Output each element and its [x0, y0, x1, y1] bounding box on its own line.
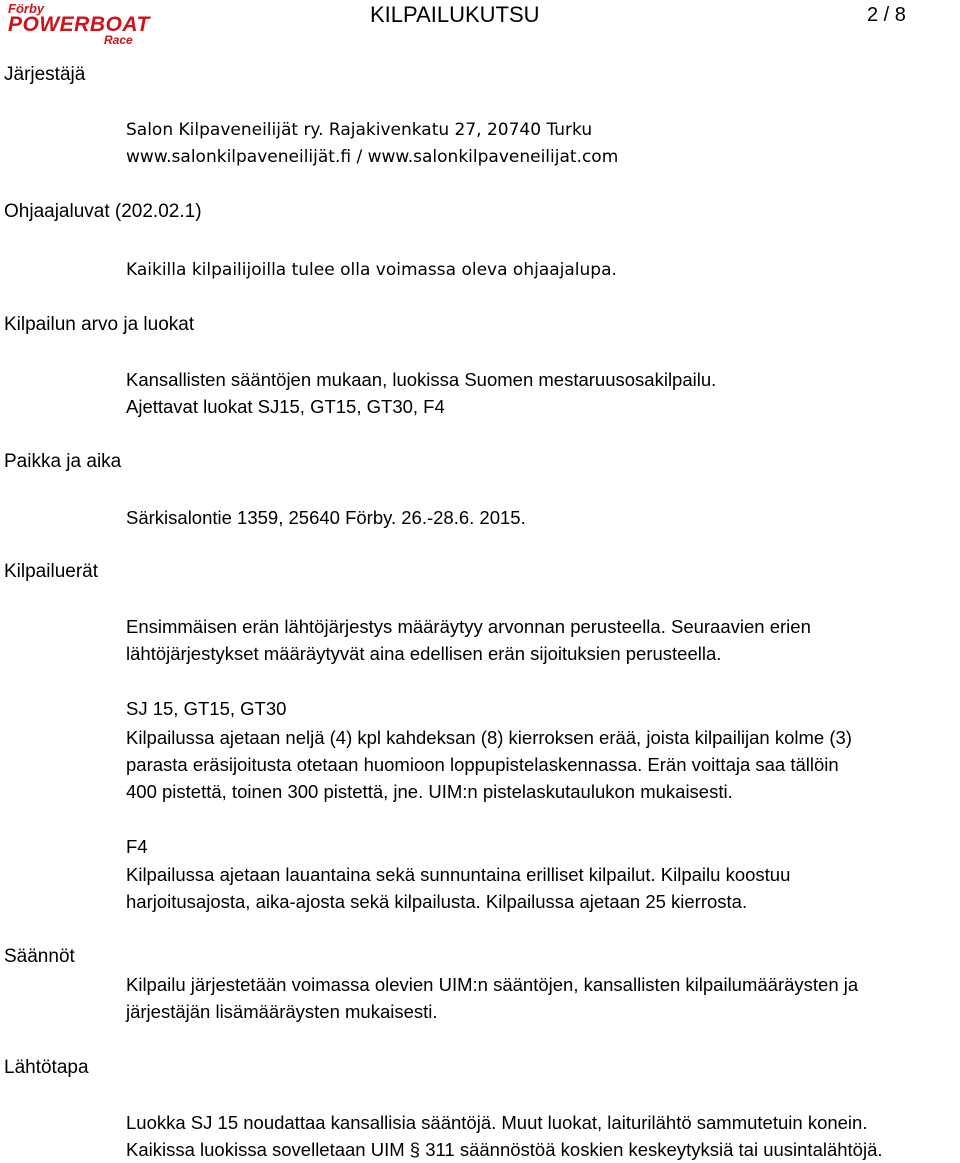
heats-sj-gt-line1: Kilpailussa ajetaan neljä (4) kpl kahdeksan (8) kierroksen erää, joista kilpailijan kolme (3) [126, 727, 852, 748]
section-label-rules: Säännöt [4, 946, 75, 967]
start-method-line2: Kaikissa luokissa sovelletaan UIM § 311 säännöstöä koskien keskeytyksiä tai uusintalähtöjä. [126, 1139, 883, 1160]
rules-text-line2: järjestäjän lisämääräysten mukaisesti. [126, 1001, 438, 1022]
forby-powerboat-race-logo [8, 1, 150, 47]
heats-f4-line2: harjoitusajosta, aika-ajosta sekä kilpailusta. Kilpailussa ajetaan 25 kierrosta. [126, 891, 748, 912]
heats-sj-gt-line2: parasta eräsijoitusta otetaan huomioon loppupistelaskennassa. Erän voittaja saa tällöin [126, 754, 839, 775]
organizer-website: www.salonkilpaveneilijät.fi / www.salonkilpaveneilijat.com [126, 147, 619, 167]
logo-text-race: Race [104, 33, 133, 47]
heats-paragraph1-line1: Ensimmäisen erän lähtöjärjestys määräytyy arvonnan perusteella. Seuraavien erien [126, 616, 811, 637]
section-label-organizer: Järjestäjä [4, 64, 86, 85]
organizer-address: Salon Kilpaveneilijät ry. Rajakivenkatu 27, 20740 Turku [126, 120, 593, 140]
driver-license-text: Kaikilla kilpailijoilla tulee olla voimassa oleva ohjaajalupa. [126, 260, 617, 280]
section-label-heats: Kilpailuerät [4, 561, 98, 582]
section-label-classes: Kilpailun arvo ja luokat [4, 314, 195, 335]
heats-sj-gt-line3: 400 pistettä, toinen 300 pistettä, jne. UIM:n pistelaskutaulukon mukaisesti. [126, 781, 733, 802]
section-label-start-method: Lähtötapa [4, 1057, 89, 1078]
rules-text-line1: Kilpailu järjestetään voimassa olevien UIM:n sääntöjen, kansallisten kilpailumääräysten ja [126, 974, 859, 995]
start-method-line1: Luokka SJ 15 noudattaa kansallisia sääntöjä. Muut luokat, laiturilähtö sammutetuin konein. [126, 1112, 868, 1133]
page-number: 2 / 8 [867, 4, 906, 26]
place-time-text: Särkisalontie 1359, 25640 Förby. 26.-28.6. 2015. [126, 507, 526, 528]
classes-text-line2: Ajettavat luokat SJ15, GT15, GT30, F4 [126, 396, 445, 417]
heats-f4-title: F4 [126, 836, 148, 857]
logo-text-forby: Förby [8, 1, 45, 16]
heats-sj-gt-title: SJ 15, GT15, GT30 [126, 698, 287, 719]
logo-text-powerboat: POWERBOAT [8, 13, 150, 36]
document-title: KILPAILUKUTSU [370, 2, 540, 27]
classes-text-line1: Kansallisten sääntöjen mukaan, luokissa Suomen mestaruusosakilpailu. [126, 369, 717, 390]
section-label-place-time: Paikka ja aika [4, 451, 122, 472]
heats-f4-line1: Kilpailussa ajetaan lauantaina sekä sunnuntaina erilliset kilpailut. Kilpailu koostuu [126, 864, 791, 885]
heats-paragraph1-line2: lähtöjärjestykset määräytyvät aina edellisen erän sijoituksien perusteella. [126, 643, 722, 664]
section-label-driver-licenses: Ohjaajaluvat (202.02.1) [4, 201, 202, 222]
